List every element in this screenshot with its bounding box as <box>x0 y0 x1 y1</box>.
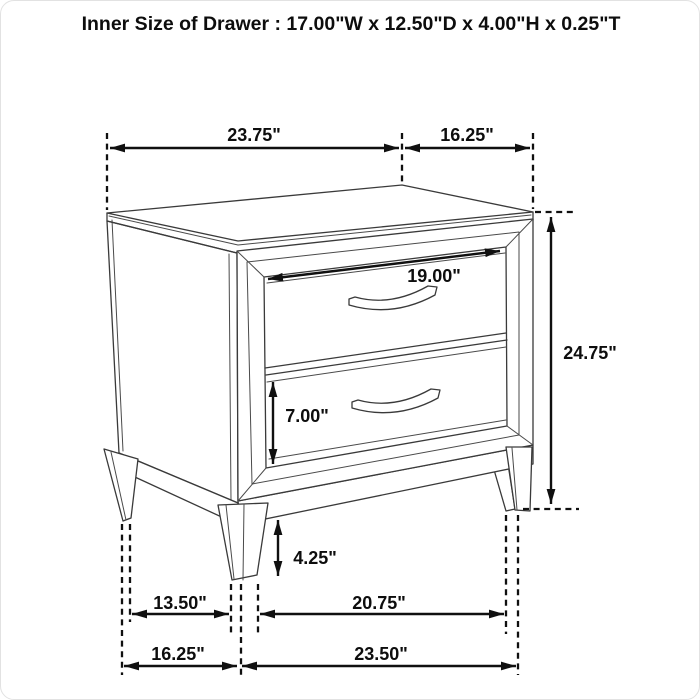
dim-top-back-width <box>110 125 399 148</box>
dim-label: 23.50" <box>354 644 408 664</box>
nightstand-dimension-diagram <box>1 1 700 700</box>
dim-feet-side-span <box>132 593 229 614</box>
dim-label: 19.00" <box>407 266 461 286</box>
nightstand-drawing <box>104 185 533 580</box>
dim-label: 23.75" <box>227 125 281 145</box>
front-left-leg <box>218 503 268 580</box>
dim-leg-clearance <box>278 520 337 576</box>
dim-feet-front-span <box>260 593 504 614</box>
dim-label: 13.50" <box>153 593 207 613</box>
dim-label: 16.25" <box>151 644 205 664</box>
dim-base-overall-width <box>242 644 516 666</box>
diagram-title: Inner Size of Drawer : 17.00"W x 12.50"D x 4.00"H x 0.25"T <box>81 13 621 35</box>
dim-label: 16.25" <box>440 125 494 145</box>
dim-overall-height <box>551 217 617 504</box>
dim-label: 7.00" <box>285 406 329 426</box>
dim-base-overall-depth <box>124 644 237 666</box>
dim-top-side-depth <box>405 125 530 148</box>
dim-label: 24.75" <box>563 343 617 363</box>
dim-label: 20.75" <box>352 593 406 613</box>
rear-left-leg <box>104 449 138 521</box>
dim-label: 4.25" <box>293 548 337 568</box>
